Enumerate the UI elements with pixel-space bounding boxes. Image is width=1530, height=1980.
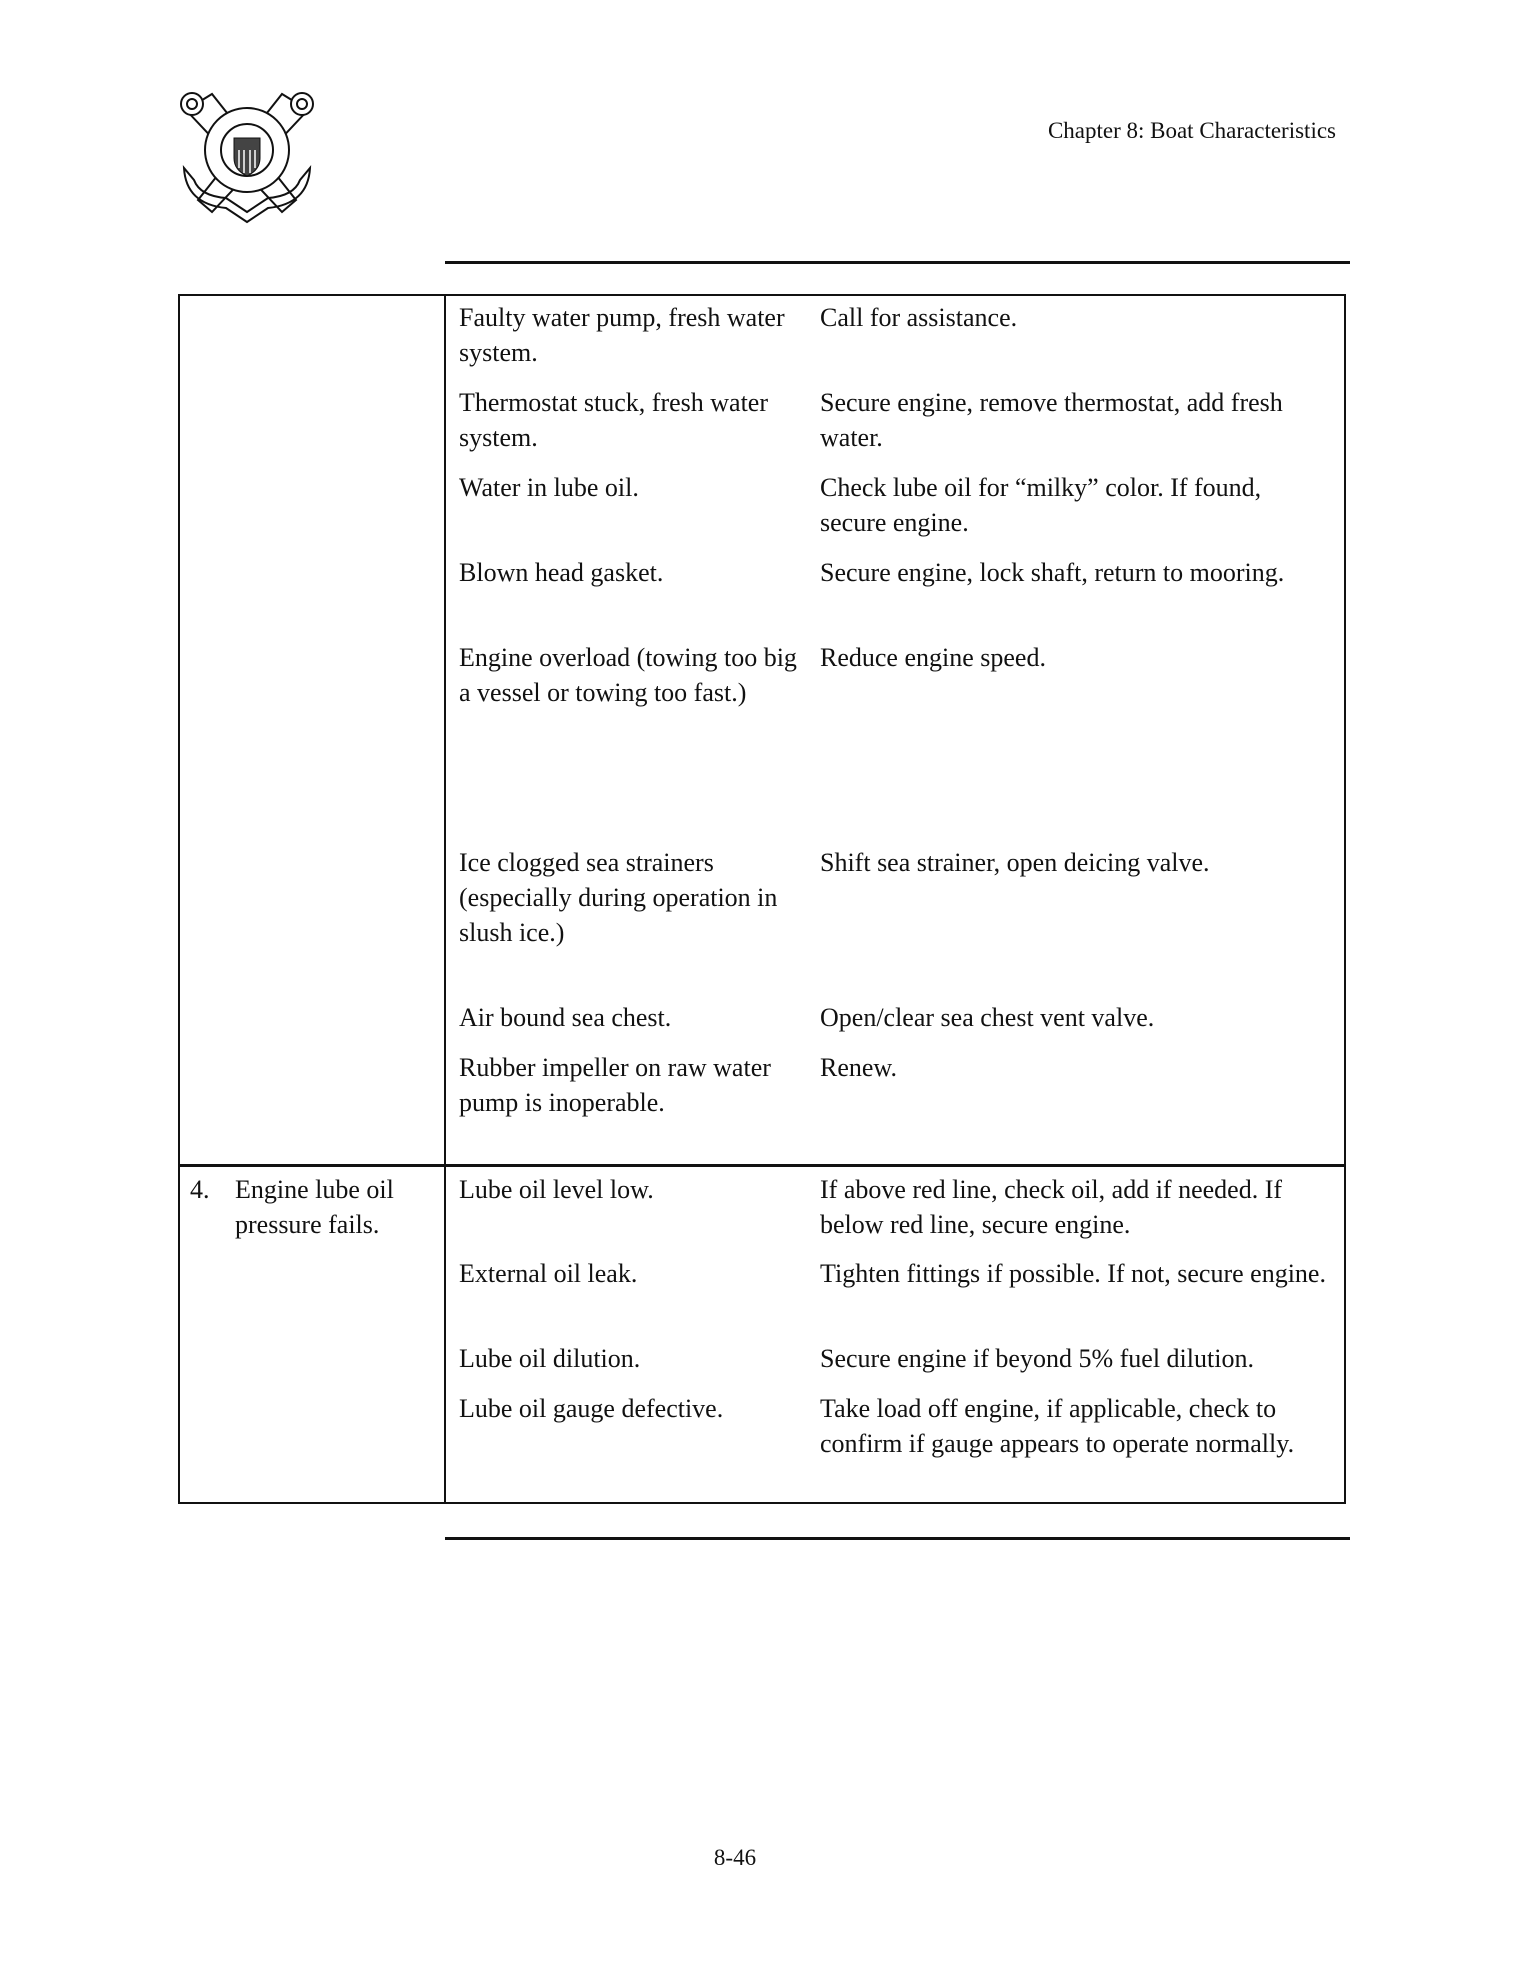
action-cell: Secure engine, remove thermostat, add fresh water.: [820, 388, 1283, 452]
chapter-header: Chapter 8: Boat Characteristics: [1047, 118, 1336, 143]
cause-cell: Engine overload (towing too big a vessel or towing too fast.): [459, 643, 797, 707]
footer-rule: [445, 1537, 1350, 1540]
cause-cell: Faulty water pump, fresh water system.: [459, 303, 785, 367]
cause-cell: Blown head gasket.: [459, 558, 664, 587]
action-cell: If above red line, check oil, add if needed. If below red line, secure engine.: [820, 1175, 1283, 1239]
action-cell: Call for assistance.: [820, 303, 1018, 332]
action-cell: Check lube oil for “milky” color. If found, secure engine.: [820, 473, 1262, 537]
action-cell: Tighten fittings if possible. If not, secure engine.: [820, 1259, 1326, 1288]
cause-cell: Rubber impeller on raw water pump is inoperable.: [459, 1053, 771, 1117]
cause-cell: Lube oil dilution.: [459, 1344, 641, 1373]
coast-guard-emblem-logo: [176, 88, 318, 224]
row-divider: [178, 1164, 1346, 1167]
problem-number: 4.: [190, 1175, 210, 1204]
cause-cell: Ice clogged sea strainers (especially during operation in slush ice.): [459, 848, 778, 947]
page-number: 8-46: [713, 1845, 757, 1870]
cause-cell: Thermostat stuck, fresh water system.: [459, 388, 769, 452]
action-cell: Reduce engine speed.: [820, 643, 1046, 672]
header-rule: [445, 261, 1350, 264]
action-cell: Secure engine, lock shaft, return to mooring.: [820, 558, 1285, 587]
column-divider: [444, 294, 446, 1504]
action-cell: Take load off engine, if applicable, check to confirm if gauge appears to operate normally.: [820, 1394, 1295, 1458]
cause-cell: External oil leak.: [459, 1259, 638, 1288]
action-cell: Open/clear sea chest vent valve.: [820, 1003, 1155, 1032]
cause-cell: Air bound sea chest.: [459, 1003, 672, 1032]
cause-cell: Lube oil gauge defective.: [459, 1394, 724, 1423]
problem-cell: Engine lube oil pressure fails.: [235, 1175, 394, 1239]
cause-cell: Lube oil level low.: [459, 1175, 654, 1204]
cause-cell: Water in lube oil.: [459, 473, 639, 502]
action-cell: Renew.: [820, 1053, 898, 1082]
action-cell: Shift sea strainer, open deicing valve.: [820, 848, 1210, 877]
action-cell: Secure engine if beyond 5% fuel dilution.: [820, 1344, 1254, 1373]
